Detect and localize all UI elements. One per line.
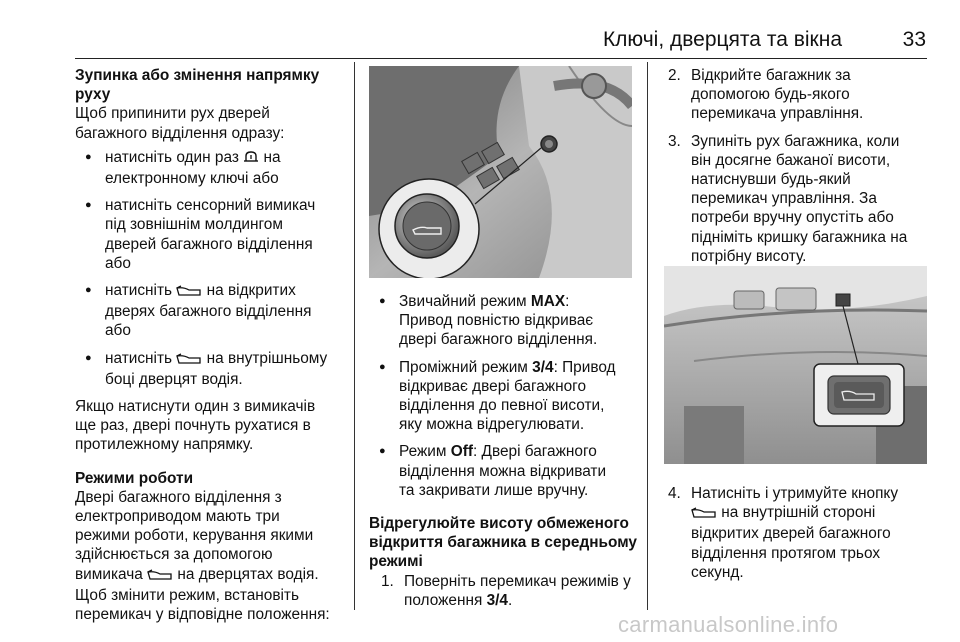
step-4: 4. Натисніть і утримуйте кнопку на внутрішній стороні відкритих дверей багажного відділення протягом трьох секунд. xyxy=(668,485,899,581)
column-divider-1 xyxy=(354,62,355,610)
column-3-lower xyxy=(664,484,929,582)
liftgate-open-icon xyxy=(147,567,173,586)
step-3: 3. Зупиніть рух багажника, коли він досягне бажаної висоти, натиснувши будь-який перемикач управління. За потреби вручну опустіть або підніміть кришку багажника на потрібну висоту. xyxy=(668,132,908,265)
liftgate-button-photo xyxy=(664,266,927,464)
liftgate-open-icon xyxy=(691,505,717,524)
watermark: carmanualsonline.info xyxy=(618,612,839,637)
column-divider-2 xyxy=(647,62,648,610)
reverse-direction-text: Якщо натиснути один з вимикачів ще раз, двері почнуть рухатися в протилежному напрямку. xyxy=(75,398,316,454)
column-3 xyxy=(664,66,929,266)
bullet-mode-off: ● Режим Off: Двері багажного відділення можна відкривати та закривати лише вручну. xyxy=(369,442,639,500)
door-switch-photo xyxy=(369,66,632,278)
modes-text: Двері багажного відділення з електроприводом мають три режими роботи, керування якими здійснюється за допомогою вимикача на дверцятах водія. Щоб змінити режим, встановіть перемикач у відповідне положення: xyxy=(75,488,330,624)
liftgate-key-icon xyxy=(243,150,259,169)
liftgate-open-icon xyxy=(176,351,202,370)
page-header-title: Ключі, дверцята та вікна xyxy=(602,28,842,51)
step-1: 1. Поверніть перемикач режимів у положення 3/4. xyxy=(381,572,631,609)
page-number: 33 xyxy=(902,28,926,51)
bullet-mode-34: ● Проміжний режим 3/4: Привод відкриває двері багажного відділення до певної висоти, яку можна відрегулювати. xyxy=(369,358,639,435)
header-rule xyxy=(75,58,927,59)
section-heading-modes: Режими роботи xyxy=(75,469,194,487)
column-2 xyxy=(369,292,639,610)
bullet-key-press: ● натисніть один раз на електронному ключі або xyxy=(75,148,350,188)
liftgate-open-icon xyxy=(176,283,202,302)
bullet-driver-door-button: ● натисніть на внутрішньому боці дверцят водія. xyxy=(75,349,350,389)
step-2: 2. Відкрийте багажник за допомогою будь-якого перемикача управління. xyxy=(668,67,864,123)
bullet-touch-switch: ● натисніть сенсорний вимикач під зовнішнім молдингом дверей багажного відділення або xyxy=(75,196,350,273)
section-heading-adjust: Відрегулюйте висоту обмеженого відкриття багажника в середньому режимі xyxy=(369,515,637,571)
column-1 xyxy=(75,66,350,624)
intro-text: Щоб припинити рух дверей багажного відділення одразу: xyxy=(75,105,285,142)
section-heading-stop: Зупинка або змінення напрямку руху xyxy=(75,67,320,104)
bullet-mode-max: ● Звичайний режим MAX: Привод повністю відкриває двері багажного відділення. xyxy=(369,292,639,350)
bullet-liftgate-button: ● натисніть на відкритих дверях багажного відділення або xyxy=(75,281,350,341)
